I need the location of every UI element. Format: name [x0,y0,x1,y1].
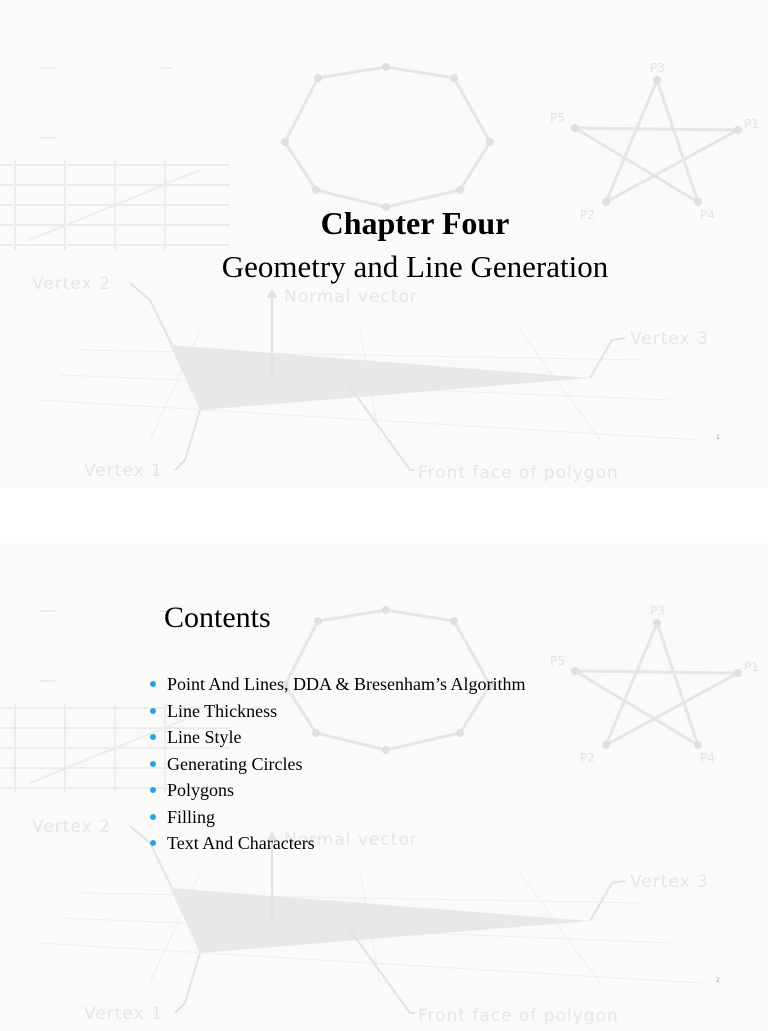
star-label-p3: P3 [650,604,665,618]
slide-1 [0,0,768,488]
star-label-p4: P4 [700,208,715,222]
star-label-p4: P4 [700,751,715,765]
bullet-icon [150,840,156,846]
contents-title: Contents [164,601,271,634]
vertex-1-label: Vertex 1 [84,461,163,481]
bullet-icon [150,681,156,687]
list-item-text: Polygons [167,780,235,800]
bullet-icon [150,734,156,740]
list-item [150,698,526,725]
star-label-p2: P2 [580,751,595,765]
vertex-1-label: Vertex 1 [84,1004,163,1024]
bullet-icon [150,787,156,793]
star-label-p3: P3 [650,61,665,75]
page-number: 1 [716,434,720,441]
background-illustration [0,0,768,488]
list-item [150,671,526,698]
list-item-text: Generating Circles [167,753,303,774]
slide-title: Chapter Four [320,205,510,241]
list-item [150,777,526,804]
list-item-text: Filling [167,806,216,827]
star-label-p2: P2 [580,208,595,222]
front-face-label: Front face of polygon [418,463,619,483]
list-item [150,804,526,831]
list-item-text: Line Thickness [167,700,278,721]
normal-vector-label: Normal vector [284,830,418,850]
bullet-icon [150,814,156,820]
slide-2 [0,543,768,1031]
page-number: 2 [716,977,720,984]
list-item [150,830,526,857]
bullet-icon [150,708,156,714]
list-item-text: Point And Lines, DDA & Bresenham’s Algorithm [167,674,526,694]
vertex-3-label: Vertex 3 [630,872,709,892]
list-item-text: Line Style [167,727,242,747]
list-item-text: Text And Characters [167,833,315,853]
star-label-p1: P1 [744,117,759,131]
bullet-icon [150,761,156,767]
star-label-p5: P5 [550,111,565,125]
contents-list [150,671,526,857]
list-item [150,751,526,778]
slide-subtitle: Geometry and Line Generation [221,249,609,284]
front-face-label: Front face of polygon [418,1006,619,1026]
vertex-2-label: Vertex 2 [32,274,111,294]
star-label-p1: P1 [744,660,759,674]
list-item [150,724,526,751]
normal-vector-label: Normal vector [284,287,418,307]
vertex-2-label: Vertex 2 [32,817,111,837]
vertex-3-label: Vertex 3 [630,329,709,349]
star-label-p5: P5 [550,654,565,668]
